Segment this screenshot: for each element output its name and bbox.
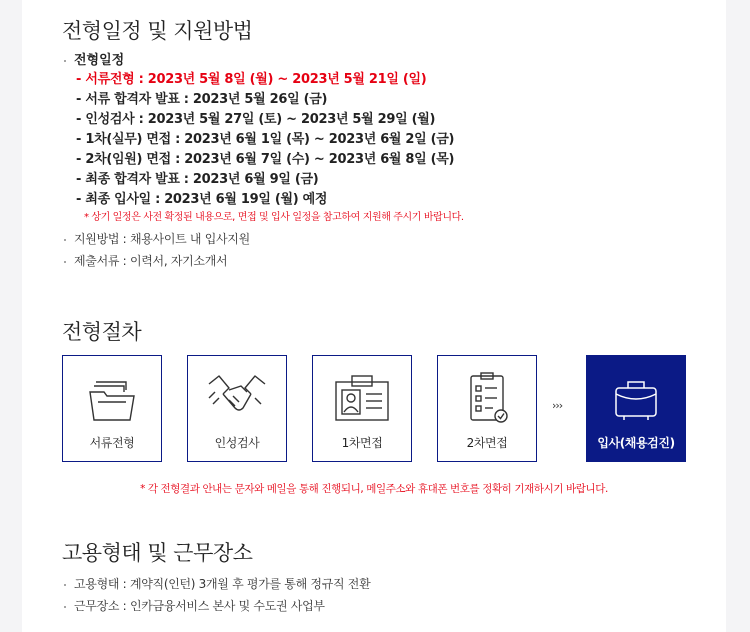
schedule-section-title: 전형일정 및 지원방법 [62,19,253,43]
id-card-icon [313,368,411,428]
employment-list [64,573,370,617]
arrows-indicator: ››› [552,399,563,412]
step-label: 1차면접 [341,436,383,450]
folder-icon [63,368,161,428]
handshake-icon [188,368,286,428]
step-first-interview [312,355,412,462]
schedule-row-document: - 서류전형 : 2023년 5월 8일 (월) ~ 2023년 5월 21일 (일) [76,72,427,87]
bullet-dot [64,606,66,608]
step-label: 서류전형 [89,436,135,450]
schedule-heading: 전형일정 [64,52,464,70]
process-steps [62,355,686,465]
step-second-interview [437,355,537,462]
schedule-row-personality-test: - 인성검사 : 2023년 5월 27일 (토) ~ 2023년 5월 29일 (월) [76,112,436,127]
recruitment-page [22,0,726,632]
step-document-screening [62,355,162,462]
schedule-row-first-interview: - 1차(실무) 면접 : 2023년 6월 1일 (목) ~ 2023년 6월 2일 (금) [76,132,455,147]
schedule-row-second-interview: - 2차(임원) 면접 : 2023년 6월 7일 (수) ~ 2023년 6월 8일 (목) [76,152,455,167]
process-section-title: 전형절차 [62,320,142,344]
required-documents: 제출서류 : 이력서, 자기소개서 [64,250,464,272]
schedule-note: * 상기 일정은 사전 확정된 내용으로, 면접 및 입사 일정을 참고하여 지원해 주시기 바랍니다. [84,212,464,223]
schedule-row-document-result: - 서류 합격자 발표 : 2023년 5월 26일 (금) [76,92,328,107]
step-onboarding [586,355,686,462]
bullet-dot [64,584,66,586]
bullet-dot [64,239,66,241]
schedule-list [64,52,464,272]
employment-section-title: 고용형태 및 근무장소 [62,541,253,565]
schedule-row-final-result: - 최종 합격자 발표 : 2023년 6월 9일 (금) [76,172,319,187]
bullet-dot [64,60,66,62]
employment-type: 고용형태 : 계약직(인턴) 3개월 후 평가를 통해 정규직 전환 [64,573,370,595]
step-label: 2차면접 [466,436,508,450]
process-note: * 각 전형결과 안내는 문자와 메일을 통해 진행되니, 메일주소와 휴대폰 번호를 정확히 기재하시기 바랍니다. [140,483,608,495]
step-label: 입사(채용검진) [597,436,675,450]
checklist-icon [438,368,536,428]
apply-method: 지원방법 : 채용사이트 내 입사지원 [64,228,464,250]
work-location: 근무장소 : 인카금융서비스 본사 및 수도권 사업부 [64,595,370,617]
schedule-row-start-date: - 최종 입사일 : 2023년 6월 19일 (월) 예정 [76,192,328,207]
step-label: 인성검사 [214,436,260,450]
step-personality-test [187,355,287,462]
bullet-dot [64,261,66,263]
briefcase-icon [587,368,685,428]
